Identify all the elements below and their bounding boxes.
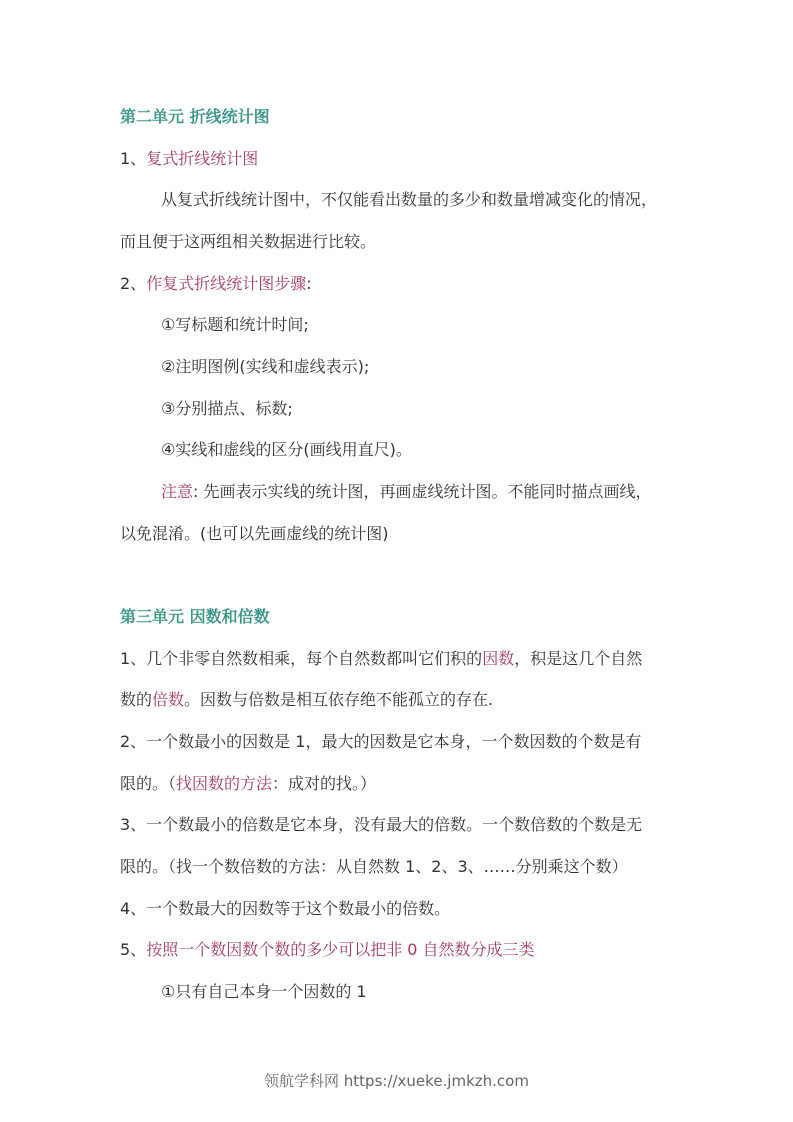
unit3-item3-line1: 3、一个数最小的倍数是它本身，没有最大的倍数。一个数倍数的个数是无: [120, 815, 643, 834]
unit2-item1-number: 1、: [120, 149, 147, 168]
unit3-item5-label: 按照一个数因数个数的多少可以把非 0 自然数分成三类: [146, 940, 535, 959]
unit2-title: 第二单元 折线统计图: [120, 107, 270, 126]
unit2-item2-label: 作复式折线统计图步骤: [146, 274, 307, 293]
unit3-item2-line1: 2、一个数最小的因数是 1，最大的因数是它本身，一个数因数的个数是有: [120, 732, 642, 751]
unit3-item1-factor-term: 因数: [482, 649, 515, 668]
unit2-item2-number: 2、: [120, 274, 147, 293]
unit3-item1-line2: [120, 690, 493, 710]
unit3-item1-line1: [120, 649, 642, 669]
unit2-item1-label: 复式折线统计图: [146, 149, 259, 168]
unit2-item2-heading: [120, 274, 312, 294]
unit2-note-text: : 先画表示实线的统计图，再画虚线统计图。不能同时描点画线，: [193, 482, 652, 501]
unit3-item1-text-a: 1、几个非零自然数相乘，每个自然数都叫它们积的: [120, 649, 483, 668]
unit2-step-1: ①写标题和统计时间;: [161, 315, 309, 334]
unit2-note-line1: [161, 482, 652, 502]
unit2-note-label: 注意: [161, 482, 194, 501]
unit3-item1-text-b: ，积是这几个自然: [514, 649, 643, 668]
unit3-title: 第三单元 因数和倍数: [120, 607, 270, 626]
unit2-note-line2: 以免混淆。(也可以先画虚线的统计图): [120, 524, 389, 543]
unit3-item1-text-c: 数的: [120, 690, 153, 709]
unit3-item5-heading: [120, 940, 535, 960]
unit2-step-3: ③分别描点、标数;: [161, 399, 293, 418]
unit2-item1-heading: [120, 149, 258, 169]
unit3-item2-text-a: 限的。（: [120, 774, 177, 793]
unit3-item5-number: 5、: [120, 940, 147, 959]
unit3-item1-text-d: 。因数与倍数是相互依存绝不能孤立的存在.: [184, 690, 494, 709]
unit2-step-2: ②注明图例(实线和虚线表示);: [161, 357, 370, 376]
unit2-step-4: ④实线和虚线的区分(画线用直尺)。: [161, 440, 412, 459]
footer-watermark: 领航学科网 https://xueke.jmkzh.com: [264, 1072, 529, 1090]
unit2-item2-colon: :: [306, 274, 312, 293]
unit3-item2-text-b: ：成对的找。）: [272, 774, 377, 793]
unit3-item2-method-label: 找因数的方法: [176, 774, 273, 793]
unit3-item1-multiple-term: 倍数: [152, 690, 185, 709]
unit3-item3-line2: 限的。（找一个数倍数的方法：从自然数 1、2、3、……分别乘这个数）: [120, 857, 628, 876]
unit3-item5-sub1: ①只有自己本身一个因数的 1: [161, 982, 367, 1001]
unit3-item2-line2: [120, 774, 376, 794]
unit2-item1-para-line1: 从复式折线统计图中，不仅能看出数量的多少和数量增减变化的情况，: [161, 190, 658, 209]
unit2-item1-para-line2: 而且便于这两组相关数据进行比较。: [120, 232, 377, 251]
unit3-item4-line1: 4、一个数最大的因数等于这个数最小的倍数。: [120, 899, 451, 918]
